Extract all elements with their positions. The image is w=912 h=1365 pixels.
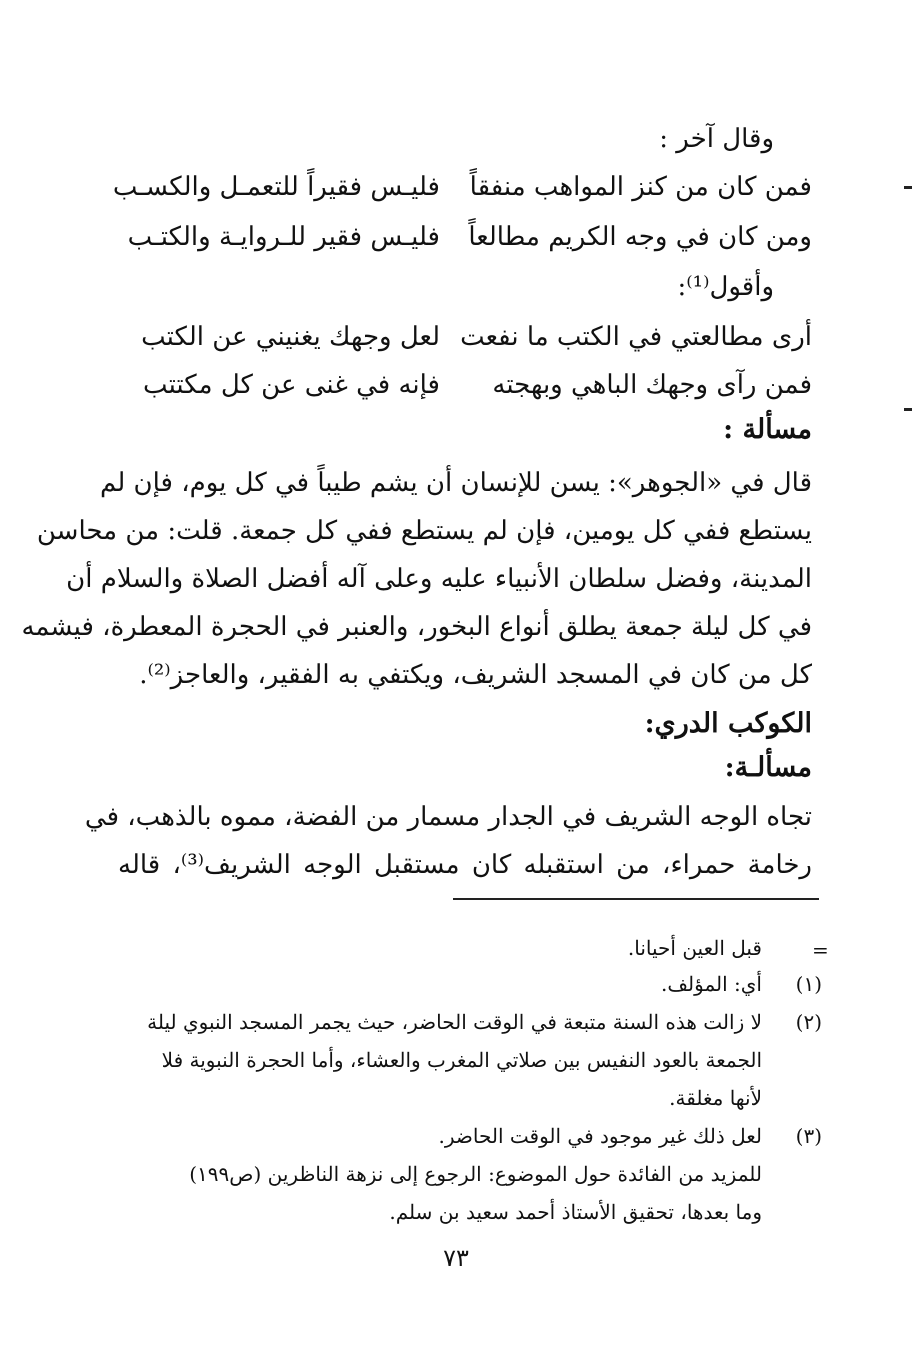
paragraph-line: قال في «الجوهر»: يسن للإنسان أن يشم طيباً في كل يوم، فإن لم bbox=[100, 468, 812, 498]
margin-tick bbox=[904, 408, 912, 411]
footnote-line: أي: المؤلف. bbox=[660, 972, 762, 996]
poem-right-hemistich: فمن رآى وجهك الباهي وبهجته bbox=[492, 370, 812, 400]
footnote-number: (٢) bbox=[795, 1010, 822, 1034]
footnote-continuation-mark: = bbox=[812, 938, 829, 962]
poem-left-hemistich: فليـس فقير للـروايـة والكتـب bbox=[127, 222, 440, 252]
footnote-number: (٣) bbox=[795, 1124, 822, 1148]
poem-intro: وأقول⁽¹⁾: bbox=[677, 272, 774, 302]
footnote-line: لعل ذلك غير موجود في الوقت الحاضر. bbox=[438, 1124, 762, 1148]
footnote-line: الجمعة بالعود النفيس بين صلاتي المغرب والعشاء، وأما الحجرة النبوية فلا bbox=[161, 1048, 762, 1072]
section-heading: مسألـة: bbox=[724, 752, 812, 783]
paragraph-line: يستطع ففي كل يومين، فإن لم يستطع ففي كل جمعة. قلت: من محاسن bbox=[36, 516, 812, 546]
footnote-line: للمزيد من الفائدة حول الموضوع: الرجوع إلى نزهة الناظرين (ص١٩٩) bbox=[189, 1162, 762, 1186]
paragraph-line: المدينة، وفضل سلطان الأنبياء عليه وعلى آله أفضل الصلاة والسلام أن bbox=[66, 564, 812, 594]
poem-intro: وقال آخر : bbox=[659, 124, 774, 154]
poem-left-hemistich: فإنه في غنى عن كل مكتتب bbox=[143, 370, 440, 400]
poem-right-hemistich: ومن كان في وجه الكريم مطالعاً bbox=[468, 222, 812, 252]
section-heading: الكوكب الدري: bbox=[644, 708, 812, 739]
poem-right-hemistich: أرى مطالعتي في الكتب ما نفعت bbox=[460, 322, 812, 352]
footnote-number: (١) bbox=[795, 972, 822, 996]
margin-tick bbox=[904, 186, 912, 189]
paragraph-line: كل من كان في المسجد الشريف، ويكتفي به الفقير، والعاجز⁽²⁾. bbox=[139, 660, 812, 690]
footnote-separator bbox=[453, 898, 819, 900]
footnote-line: لا زالت هذه السنة متبعة في الوقت الحاضر، حيث يجمر المسجد النبوي ليلة bbox=[147, 1010, 762, 1034]
poem-left-hemistich: فليـس فقيراً للتعمـل والكسـب bbox=[112, 172, 440, 202]
footnote-line: لأنها مغلقة. bbox=[669, 1086, 762, 1110]
paragraph-line: تجاه الوجه الشريف في الجدار مسمار من الفضة، مموه بالذهب، في bbox=[84, 802, 812, 832]
section-heading: مسألة : bbox=[723, 414, 812, 445]
poem-left-hemistich: لعل وجهك يغنيني عن الكتب bbox=[141, 322, 440, 352]
page-number: ٧٣ bbox=[443, 1244, 469, 1272]
paragraph-line: في كل ليلة جمعة يطلق أنواع البخور، والعنبر في الحجرة المعطرة، فيشمه bbox=[21, 612, 812, 642]
poem-right-hemistich: فمن كان من كنز المواهب منفقاً bbox=[469, 172, 812, 202]
paragraph-line: رخامة حمراء، من استقبله كان مستقبل الوجه الشريف⁽³⁾، قاله bbox=[118, 850, 812, 880]
footnote-line: قبل العين أحيانا. bbox=[627, 936, 762, 960]
footnote-line: وما بعدها، تحقيق الأستاذ أحمد سعيد بن سلم. bbox=[389, 1200, 762, 1224]
